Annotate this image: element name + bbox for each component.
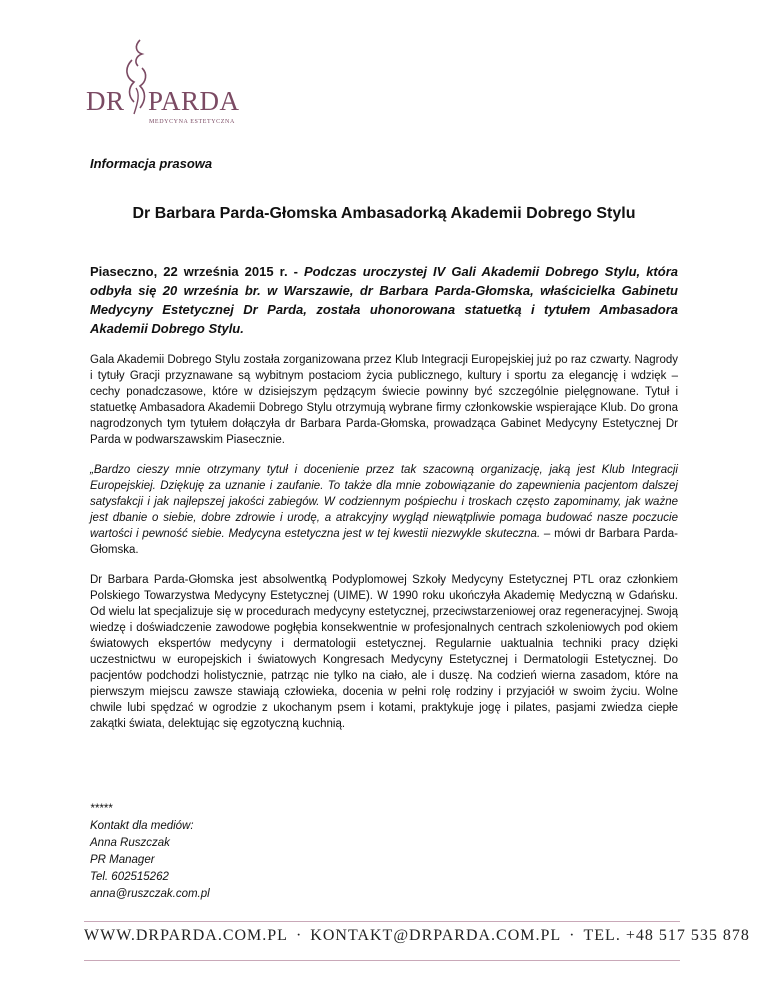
logo <box>86 38 240 130</box>
footer <box>84 927 750 945</box>
contact-role: PR Manager <box>90 854 155 866</box>
footer-separator: · <box>295 927 303 944</box>
footer-website: WWW.DRPARDA.COM.PL <box>84 927 288 944</box>
dateline: Piaseczno, 22 września 2015 r. - <box>90 264 304 279</box>
quote-attribution: – mówi dr Barbara Parda-Głomska. <box>90 528 678 556</box>
footer-separator: · <box>569 927 576 944</box>
lead-paragraph <box>90 262 678 338</box>
footer-email: KONTAKT@DRPARDA.COM.PL <box>310 927 562 944</box>
page-title: Dr Barbara Parda-Głomska Ambasadorką Akademii Dobrego Stylu <box>132 205 636 222</box>
lead-text: Podczas uroczystej IV Gali Akademii Dobrego Stylu, która odbyła się 20 września br. w Warszawie, dr Barbara Parda-Głomska, właścicielka Gabinetu Medycyny Estetycznej Dr Parda, została uhonorowana statuetką i tytułem Ambasadora Akademii Dobrego Stylu. <box>90 264 678 336</box>
contact-name: Anna Ruszczak <box>90 837 170 849</box>
quote-paragraph <box>90 462 678 558</box>
footer-divider-top <box>84 921 680 922</box>
logo-dr: DR <box>86 86 125 116</box>
contact-heading: Kontakt dla mediów: <box>90 820 194 832</box>
logo-parda: PARDA <box>148 86 240 116</box>
quote-text: „Bardzo cieszy mnie otrzymany tytuł i docenienie przez tak szacowną organizację, jaką jest Klub Integracji Europejskiej. Dziękuję za uznanie i zaufanie. To także dla mnie zobowiązanie do zapewnienia pacjentom dalszej satysfakcji i jak najlepszej jakości zabiegów. W codziennym pośpiechu i troskach często zapominamy, jak ważne jest dbanie o siebie, dobre zdrowie i urodę, a atrakcyjny wygląd niewątpliwie pomaga budować nasze poczucie wartości i pewność siebie. Medycyna estetyczna jest w tej kwestii niezwykle skuteczna. <box>90 464 678 540</box>
document-label: Informacja prasowa <box>90 156 213 171</box>
footer-divider-bottom <box>84 960 680 961</box>
contact-phone: Tel. 602515262 <box>90 871 169 883</box>
contact-email: anna@ruszczak.com.pl <box>90 888 210 900</box>
paragraph-2: Dr Barbara Parda-Głomska jest absolwentką Podyplomowej Szkoły Medycyny Estetycznej PTL oraz członkiem Polskiego Towarzystwa Medycyny Estetycznej (UIME). W 1990 roku ukończyła Akademię Medyczną w Gdańsku. Od wielu lat specjalizuje się w procedurach medycyny estetycznej, przeciwstarzeniowej oraz regeneracyjnej. Swoją wiedzę i doświadczenie zawodowe pogłębia konsekwentnie w profesjonalnych centrach szkoleniowych pod okiem światowych ekspertów medycyny i dermatologii estetycznej. Regularnie uaktualnia techniki pracy dzięki uczestnictwu w europejskich i światowych Kongresach Medycyny Estetycznej i Dermatologii Estetycznej. Do pacjentów podchodzi holistycznie, patrząc nie tylko na ciało, ale i duszę. Na codzień wierna zasadom, które na pierwszym miejscu zawsze stawiają człowieka, docenia w pełni rolę rodziny i przyjaciół w swoim życiu. Wolne chwile lubi spędzać w ogrodzie z ukochanym psem i kotami, praktykuje jogę i pilates, pasjami zwiedza ciepłe zakątki świata, delektując się egzotyczną kuchnią. <box>90 574 678 730</box>
footer-phone: TEL. +48 517 535 878 <box>583 927 750 944</box>
media-contact <box>90 801 210 903</box>
contact-stars: ***** <box>90 803 113 815</box>
logo-subtitle: MEDYCYNA ESTETYCZNA <box>149 119 235 125</box>
article-body <box>90 262 678 746</box>
paragraph-1: Gala Akademii Dobrego Stylu została zorganizowana przez Klub Integracji Europejskiej już po raz czwarty. Nagrody i tytuły Gracji przyznawane są wybitnym postaciom życia publicznego, kultury i sportu za elegancję i wdzięk – cechy ponadczasowe, które w dzisiejszym pędzącym świecie powinny być szczególnie pielęgnowane. Tytuł i statuetkę Ambasadora Akademii Dobrego Stylu otrzymują wybrane firmy członkowskie wspierające Klub. Do grona nagrodzonych tym tytułem dołączyła dr Barbara Parda-Głomska, prowadząca Gabinet Medycyny Estetycznej Dr Parda w podwarszawskim Piasecznie. <box>90 354 678 446</box>
